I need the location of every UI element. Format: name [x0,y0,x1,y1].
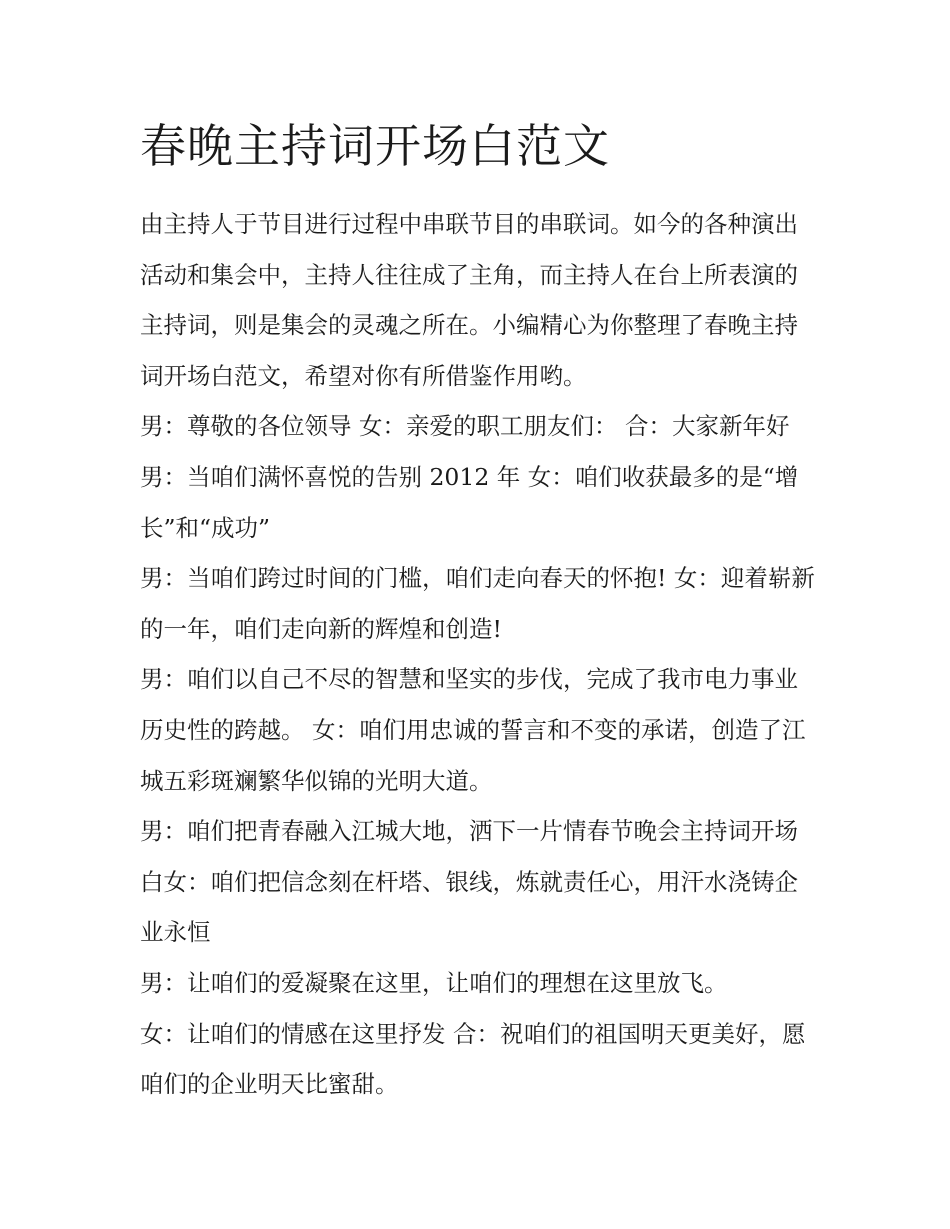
dialogue-paragraph: 男：尊敬的各位领导 女：亲爱的职工朋友们： 合：大家新年好 男：当咱们满怀喜悦的告别 2012 年 女：咱们收获最多的是“增长”和“成功” [140,412,799,542]
dialogue-paragraph: 男：咱们以自己不尽的智慧和坚实的步伐，完成了我市电力事业历史性的跨越。 女：咱们用忠诚的誓言和不变的承诺，创造了江城五彩斑斓繁华似锦的光明大道。 [140,665,806,795]
document-body [140,199,815,1110]
intro-paragraph: 由主持人于节目进行过程中串联节目的串联词。如今的各种演出活动和集会中，主持人往往成了主角，而主持人在台上所表演的主持词，则是集会的灵魂之所在。小编精心为你整理了春晚主持词开场白范文，希望对你有所借鉴作用哟。 [140,210,798,390]
dialogue-paragraph: 男：咱们把青春融入江城大地，洒下一片情春节晚会主持词开场白女：咱们把信念刻在杆塔、银线，炼就责任心，用汗水浇铸企业永恒 [140,817,798,947]
dialogue-paragraph: 女：让咱们的情感在这里抒发 合：祝咱们的祖国明天更美好，愿咱们的企业明天比蜜甜。 [140,1019,806,1099]
dialogue-paragraph: 男：当咱们跨过时间的门槛，咱们走向春天的怀抱! 女：迎着崭新的一年，咱们走向新的辉煌和创造! [140,564,815,643]
document-title: 春晚主持词开场白范文 [140,119,610,173]
dialogue-paragraph: 男：让咱们的爱凝聚在这里，让咱们的理想在这里放飞。 [140,968,728,997]
